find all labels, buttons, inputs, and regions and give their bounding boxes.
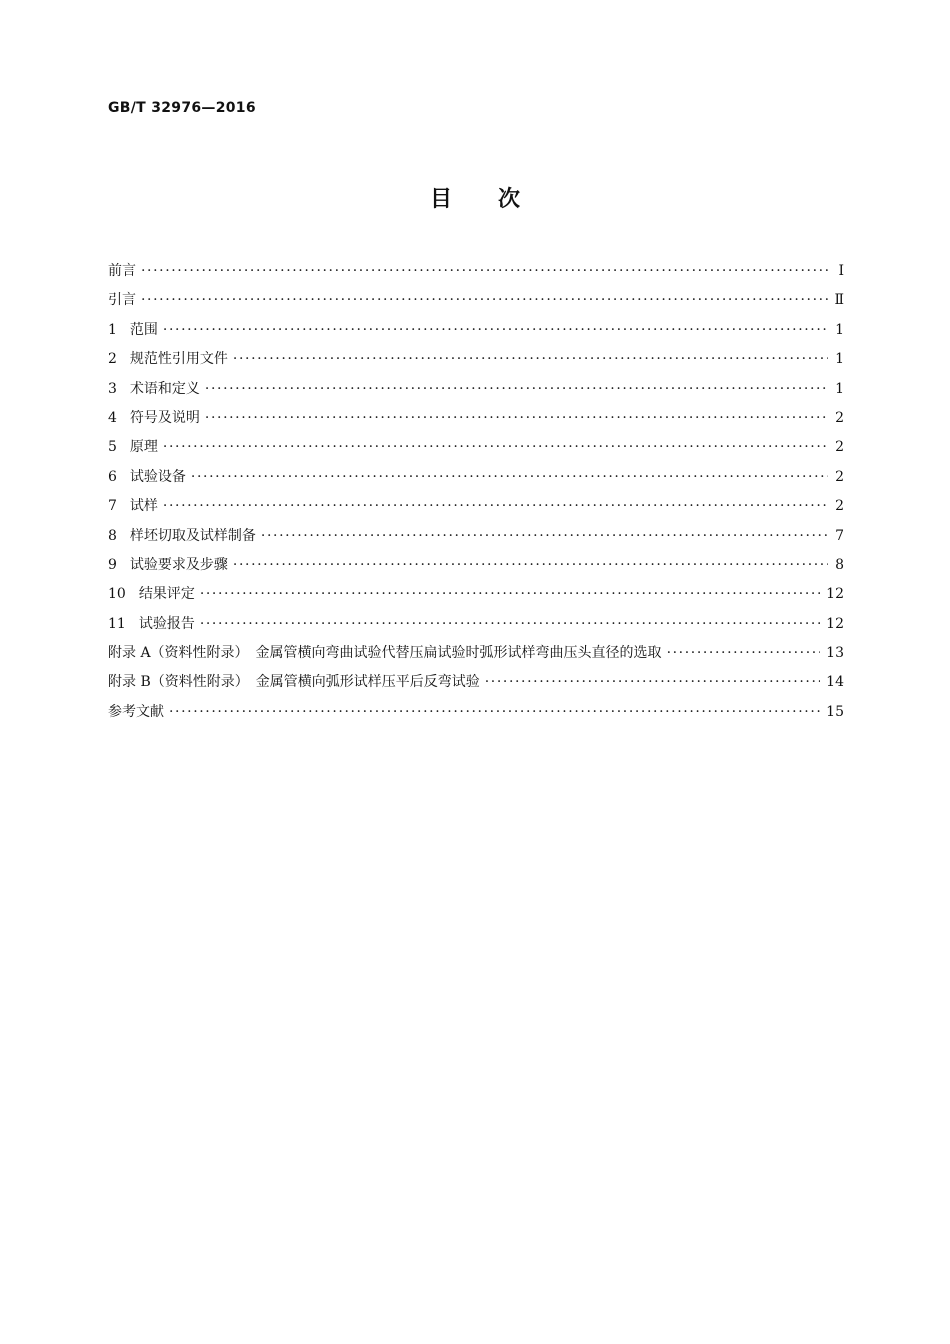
toc-entry-number: 1 (108, 321, 117, 338)
toc-leader-dots (141, 259, 828, 283)
toc-entry-label: 5 原理 (108, 435, 163, 459)
toc-entry-number: 9 (108, 556, 117, 573)
toc-leader-dots (163, 435, 828, 459)
toc-leader-dots (169, 700, 820, 724)
toc-leader-dots (163, 494, 828, 518)
toc-entry-appendix-b[interactable] (108, 670, 844, 699)
toc-page-number: 2 (835, 409, 844, 426)
toc-page-number: 13 (826, 645, 844, 662)
toc-leader-dots (233, 347, 828, 371)
toc-page-number: 15 (826, 703, 844, 720)
toc-page-number: 2 (835, 439, 844, 456)
toc-entry-label: 7 试样 (108, 494, 163, 518)
toc-entry-number: 3 (108, 380, 117, 397)
toc-entry-introduction[interactable] (108, 288, 844, 317)
toc-page-number: 7 (835, 527, 844, 544)
toc-entry-number: 11 (108, 615, 126, 632)
toc-entry-number: 6 (108, 468, 117, 485)
toc-leader-dots (141, 288, 828, 312)
toc-entry-label: 1 范围 (108, 318, 163, 342)
toc-page-number: 1 (835, 380, 844, 397)
toc-entry-label: 2 规范性引用文件 (108, 347, 233, 371)
toc-leader-dots (485, 670, 820, 694)
toc-entry-appendix-a[interactable] (108, 641, 844, 670)
toc-leader-dots (205, 377, 828, 401)
toc-entry-label: 8 样坯切取及试样制备 (108, 524, 261, 548)
toc-entry-11[interactable] (108, 612, 844, 641)
toc-leader-dots (205, 406, 828, 430)
toc-entry-label: 附录 A（资料性附录） 金属管横向弯曲试验代替压扁试验时弧形试样弯曲压头直径的选取 (108, 645, 662, 662)
toc-entry-1[interactable] (108, 318, 844, 347)
toc-entry-2[interactable] (108, 347, 844, 376)
toc-entry-label: 参考文献 (108, 703, 164, 720)
standard-code: GB/T 32976—2016 (108, 100, 256, 116)
toc-leader-dots (667, 641, 821, 665)
toc-page-number: Ⅱ (834, 292, 844, 309)
toc-entry-label: 附录 B（资料性附录） 金属管横向弧形试样压平后反弯试验 (108, 674, 480, 691)
page-title: 目次 (429, 187, 566, 212)
toc-page-number: 1 (835, 351, 844, 368)
toc-leader-dots (200, 612, 820, 636)
toc-entry-3[interactable] (108, 377, 844, 406)
toc-entry-9[interactable] (108, 553, 844, 582)
toc-entry-foreword[interactable] (108, 259, 844, 288)
toc-entry-number: 2 (108, 351, 117, 368)
toc-page-number: 12 (826, 615, 844, 632)
toc-entry-number: 7 (108, 498, 117, 515)
toc-entry-label: 前言 (108, 263, 136, 279)
toc-entry-8[interactable] (108, 524, 844, 553)
toc-entry-label: 6 试验设备 (108, 465, 191, 489)
toc-entry-number: 8 (108, 527, 117, 544)
toc-entry-label: 9 试验要求及步骤 (108, 553, 233, 577)
toc-entry-4[interactable] (108, 406, 844, 435)
toc-leader-dots (163, 318, 828, 342)
toc-entry-6[interactable] (108, 465, 844, 494)
toc-entry-number: 10 (108, 586, 126, 603)
toc-page-number: 2 (835, 468, 844, 485)
toc-page-number: 12 (826, 586, 844, 603)
toc-entry-number: 4 (108, 409, 117, 426)
toc-entry-label: 3 术语和定义 (108, 377, 205, 401)
toc-entry-references[interactable] (108, 700, 844, 729)
toc-leader-dots (191, 465, 828, 489)
toc-page-number: 8 (835, 556, 844, 573)
toc-entry-label: 11 试验报告 (108, 612, 200, 636)
toc-entry-7[interactable] (108, 494, 844, 523)
toc-entry-label: 引言 (108, 292, 136, 309)
table-of-contents (108, 259, 844, 729)
toc-entry-5[interactable] (108, 435, 844, 464)
toc-page-number: 1 (835, 321, 844, 338)
toc-entry-10[interactable] (108, 582, 844, 611)
toc-leader-dots (200, 582, 820, 606)
toc-page-number: 2 (835, 498, 844, 515)
toc-entry-label: 4 符号及说明 (108, 406, 205, 430)
toc-leader-dots (233, 553, 828, 577)
toc-entry-number: 5 (108, 439, 117, 456)
toc-entry-label: 10 结果评定 (108, 582, 200, 606)
toc-leader-dots (261, 524, 828, 548)
toc-page-number: 14 (826, 674, 844, 691)
toc-page-number: Ⅰ (838, 263, 844, 279)
